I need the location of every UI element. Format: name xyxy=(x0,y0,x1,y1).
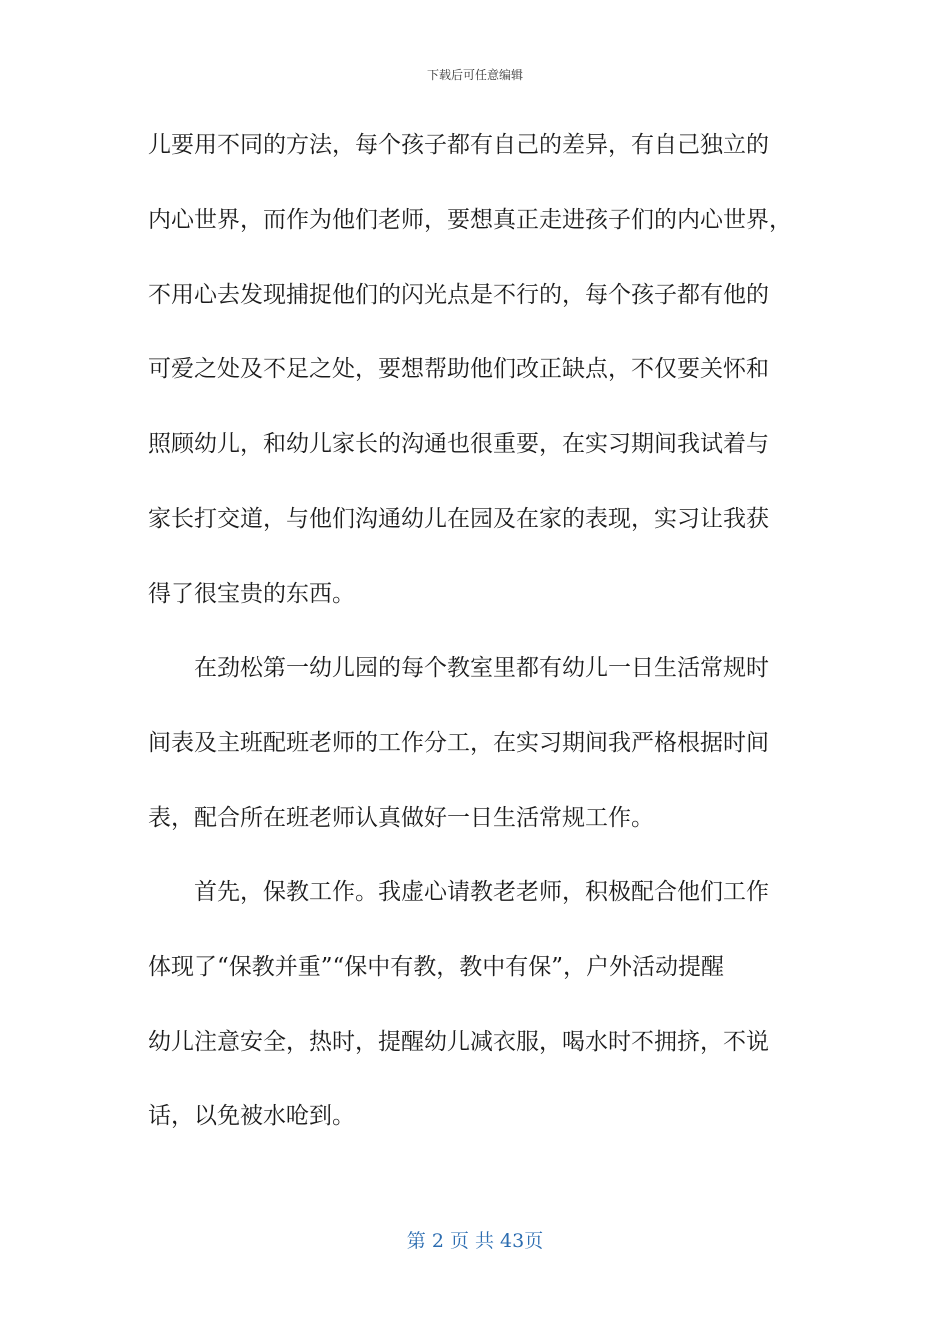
paragraph-line: 得了很宝贵的东西。 xyxy=(148,581,355,607)
paragraph-line: 可爱之处及不足之处，要想帮助他们改正缺点，不仅要关怀和 xyxy=(148,356,769,382)
paragraph-line: 话，以免被水呛到。 xyxy=(148,1103,355,1129)
paragraph-line: 幼儿注意安全，热时，提醒幼儿减衣服，喝水时不拥挤，不说 xyxy=(148,1029,769,1055)
paragraph-line: 首先，保教工作。我虚心请教老老师，积极配合他们工作 xyxy=(194,879,769,905)
paragraph-line: 体现了“保教并重”“保中有教，教中有保”，户外活动提醒 xyxy=(148,954,725,980)
paragraph-line: 儿要用不同的方法，每个孩子都有自己的差异，有自己独立的 xyxy=(148,132,769,158)
paragraph-line: 不用心去发现捕捉他们的闪光点是不行的，每个孩子都有他的 xyxy=(148,282,769,308)
page-header: 下载后可任意编辑 xyxy=(426,68,523,82)
paragraph-line: 照顾幼儿，和幼儿家长的沟通也很重要，在实习期间我试着与 xyxy=(148,431,769,457)
paragraph-line: 内心世界，而作为他们老师，要想真正走进孩子们的内心世界， xyxy=(148,207,792,233)
page-number-footer: 第 2 页 共 43页 xyxy=(406,1230,544,1252)
paragraph-line: 家长打交道，与他们沟通幼儿在园及在家的表现，实习让我获 xyxy=(148,506,769,532)
paragraph-line: 表，配合所在班老师认真做好一日生活常规工作。 xyxy=(148,805,654,831)
paragraph-line: 间表及主班配班老师的工作分工，在实习期间我严格根据时间 xyxy=(148,730,769,756)
paragraph-line: 在劲松第一幼儿园的每个教室里都有幼儿一日生活常规时 xyxy=(194,655,769,681)
